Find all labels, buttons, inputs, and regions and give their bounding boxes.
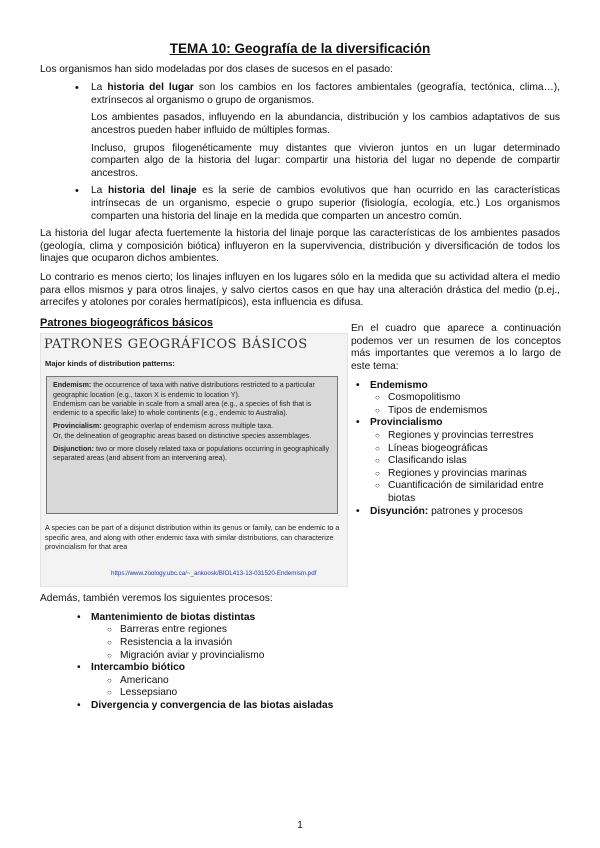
definition-provincialism: Provincialism: geographic overlap of endemism across multiple taxa. Or, the delineation of geographic areas based on distinctive species assemblages. (53, 422, 312, 440)
list-item-disyuncion: • Disyunción: patrones y procesos (351, 506, 561, 519)
list-subitem: ○ Migración aviar y provincialismo (40, 650, 560, 663)
list-subitem: ○ Cuantificación de similaridad entre biotas (351, 480, 561, 505)
intro-text: Los organismos han sido modeladas por dos clases de sucesos en el pasado: (40, 63, 393, 75)
list-item: • Mantenimiento de biotas distintas (40, 612, 560, 625)
term-historia-lugar: historia del lugar (107, 82, 194, 94)
list-subitem: ○ Líneas biogeográficas (351, 443, 561, 456)
paragraph-contrario: Lo contrario es menos cierto; los linajes influyen en los lugares sólo en la medida que su actividad altera el medio para ellos mismos y para otros linajes, y salvo ciertos casos en que hay una alteración drástica del medio (p.ej., arrecifes y atolones por corales hermatípicos), esta influencia es difusa. (40, 271, 560, 309)
paragraph-lugar-linaje: La historia del lugar afecta fuertemente la historia del linaje porque las características de los ambientes pasados (geología, clima y composición biótica) influyeron en la supervivencia, distribución y diversificación de todos los linajes que ocuparon dichos ambientes. (40, 228, 560, 265)
definition-endemism: Endemism: the occurrence of taxa with native distributions restricted to a particular geographic location (e.g., taxon X is endemic to location Y). Endemism can be variable in scale from a small area (e.g., a species of fish that is endemic to a specific lake) to whole continents (e.g., endemic to Australia). (53, 381, 315, 418)
list-subitem: ○ Barreras entre regiones (40, 624, 560, 637)
figure-source-link[interactable]: https://www.zoology.ubc.ca/~_ankoosk/BIOL413-13-031520-Endemism.pdf (111, 570, 317, 578)
list-subitem: ○ Tipos de endemismos (351, 405, 561, 418)
list-item: • Intercambio biótico (40, 662, 560, 675)
term-historia-linaje: historia del linaje (107, 185, 197, 197)
page-title: TEMA 10: Geografía de la diversificación (169, 41, 431, 56)
document-page (40, 40, 560, 713)
list-item: • Provincialismo (351, 417, 561, 430)
page-number: 1 (297, 820, 303, 831)
list-subitem: ○ Regiones y provincias terrestres (351, 430, 561, 443)
list-item: • Endemismo (351, 380, 561, 393)
list-subitem: ○ Cosmopolitismo (351, 392, 561, 405)
bullet-historia-lugar: • La historia del lugar son los cambios en los factores ambientales (geografía, tectónica, clima…), extrínsecos al organismo o grupo de organismos. (40, 82, 560, 107)
definition-disjunction: Disjunction: two or more closely related taxa or populations occurring in geographically separated areas (and absent from an intervening area). (53, 445, 329, 463)
figure-section (40, 323, 561, 589)
bullet1-paragraph-2: Los ambientes pasados, influyendo en la abundancia, distribución y los cambios adaptativos de sus ancestros pueden haber influido de múltiples formas. (91, 112, 560, 136)
list-subitem: ○ Regiones y provincias marinas (351, 468, 561, 481)
summary-list (351, 380, 561, 519)
figure-title: PATRONES GEOGRÁFICOS BÁSICOS (44, 337, 308, 353)
bullet1-paragraph-3: Incluso, grupos filogenéticamente muy distantes que vivieron juntos en un lugar determinado comparten algo de la historia del lugar: compartir una historia del lugar no depende de compartir ancestros. (91, 142, 560, 179)
concept-summary (351, 323, 561, 518)
section-heading: Patrones biogeográficos básicos (40, 316, 213, 329)
bullet-historia-linaje: • La historia del linaje es la serie de cambios evolutivos que han ocurrido en las características intrínsecas de un organismo, especie o grupo superior (fisiología, ecología, etc.) Los organismos comparten una historia del linaje en la medida que comparten un ancestro común. (40, 185, 560, 223)
list-subitem: ○ Americano (40, 675, 560, 688)
list-subitem: ○ Resistencia a la invasión (40, 637, 560, 650)
figure-definitions-box (46, 376, 338, 514)
figure-subtitle: Major kinds of distribution patterns: (45, 358, 175, 368)
list-item: • Divergencia y convergencia de las biotas aisladas (40, 700, 560, 713)
processes-list (40, 612, 560, 713)
figure-footer: A species can be part of a disjunct distribution within its genus or family, can be endemic to a specific area, and along with other endemic taxa with similar distributions, can characterize provincialism for that area (45, 523, 340, 552)
summary-intro: En el cuadro que aparece a continuación podemos ver un resumen de los conceptos más importantes que veremos a lo largo de este tema: (351, 323, 561, 373)
list-subitem: ○ Lessepsiano (40, 687, 560, 700)
figure-image (40, 333, 348, 587)
processes-intro: Además, también veremos los siguientes procesos: (40, 593, 273, 605)
list-subitem: ○ Clasificando islas (351, 455, 561, 468)
